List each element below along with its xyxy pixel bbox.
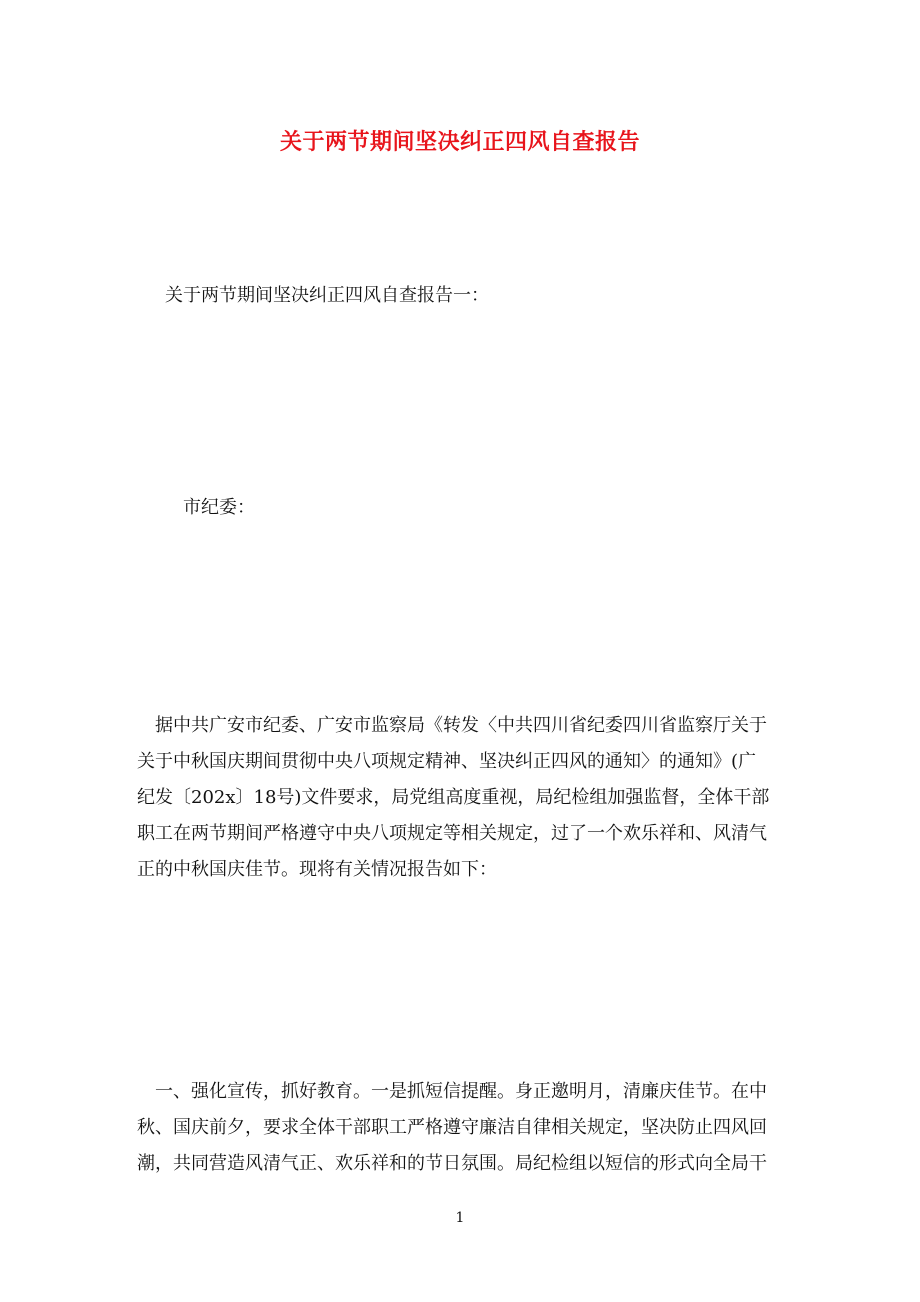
paragraph-1-line-5: 正的中秋国庆佳节。现将有关情况报告如下： (137, 859, 497, 880)
report-subtitle: 关于两节期间坚决纠正四风自查报告一： (165, 285, 489, 306)
document-title: 关于两节期间坚决纠正四风自查报告 (279, 130, 640, 155)
paragraph-1-line-2: 关于中秋国庆期间贯彻中央八项规定精神、坚决纠正四风的通知〉的通知》(广 (137, 751, 757, 772)
body-paragraph-2 (137, 1074, 787, 1182)
paragraph-1-line-4: 职工在两节期间严格遵守中央八项规定等相关规定，过了一个欢乐祥和、风清气 (137, 823, 767, 844)
paragraph-1-line-1: 据中共广安市纪委、广安市监察局《转发〈中共四川省纪委四川省监察厅关于 (155, 715, 767, 736)
paragraph-2-line-1: 一、强化宣传，抓好教育。一是抓短信提醒。身正邀明月，清廉庆佳节。在中 (155, 1081, 767, 1102)
page-number: 1 (455, 1210, 465, 1226)
paragraph-2-line-3: 潮，共同营造风清气正、欢乐祥和的节日氛围。局纪检组以短信的形式向全局干 (137, 1153, 767, 1174)
salutation: 市纪委： (183, 497, 255, 518)
paragraph-2-line-2: 秋、国庆前夕，要求全体干部职工严格遵守廉洁自律相关规定，坚决防止四风回 (137, 1117, 767, 1138)
body-paragraph-1 (137, 708, 787, 888)
paragraph-1-line-3: 纪发〔202x〕18号)文件要求，局党组高度重视，局纪检组加强监督，全体干部 (137, 787, 770, 808)
